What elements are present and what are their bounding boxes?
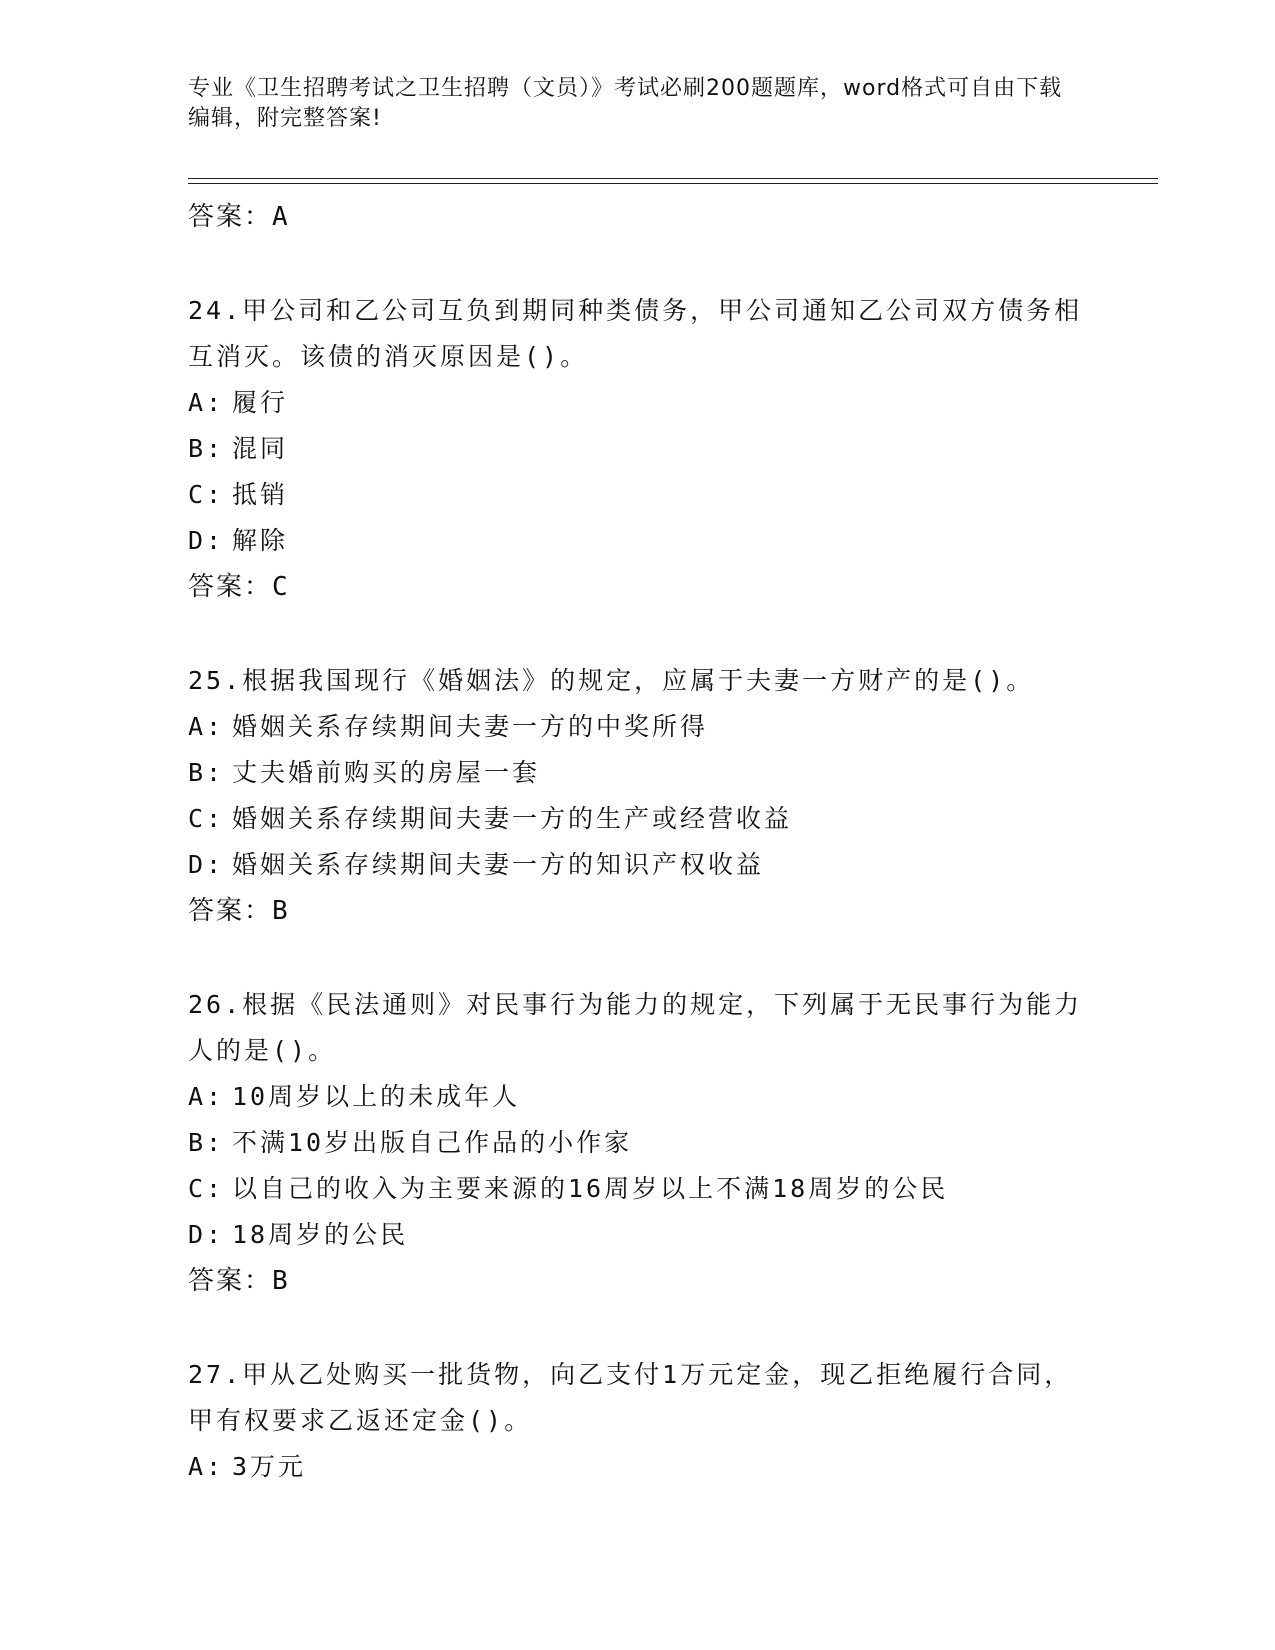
option-text: 抵销 bbox=[232, 480, 289, 509]
answer-label: 答案： bbox=[188, 1266, 273, 1296]
option-letter: A: bbox=[188, 1452, 225, 1481]
question-stem bbox=[188, 1352, 1088, 1444]
answer-line bbox=[188, 888, 1088, 934]
option-item bbox=[188, 1166, 1088, 1212]
option-item bbox=[188, 1074, 1088, 1120]
option-item bbox=[188, 426, 1088, 472]
option-item bbox=[188, 380, 1088, 426]
question-list bbox=[188, 194, 1088, 1490]
question-number: 24. bbox=[188, 296, 243, 325]
question-number: 25. bbox=[188, 666, 243, 695]
question-text: 根据我国现行《婚姻法》的规定，应属于夫妻一方财产的是()。 bbox=[242, 666, 1035, 695]
option-item bbox=[188, 1212, 1088, 1258]
answer-label: 答案： bbox=[188, 572, 273, 602]
option-letter: A: bbox=[188, 1082, 225, 1111]
option-item bbox=[188, 1120, 1088, 1166]
answer-line bbox=[188, 1258, 1088, 1304]
answer-value: A bbox=[272, 202, 290, 232]
option-text: 婚姻关系存续期间夫妻一方的知识产权收益 bbox=[232, 850, 765, 879]
question-text: 甲从乙处购买一批货物，向乙支付1万元定金，现乙拒绝履行合同，甲有权要求乙返还定金()。 bbox=[188, 1360, 1073, 1435]
option-letter: C: bbox=[188, 1174, 225, 1203]
option-item bbox=[188, 750, 1088, 796]
option-letter: C: bbox=[188, 480, 225, 509]
option-letter: D: bbox=[188, 850, 225, 879]
option-letter: C: bbox=[188, 804, 225, 833]
header-divider-bottom bbox=[188, 183, 1158, 184]
option-letter: A: bbox=[188, 712, 225, 741]
question-stem bbox=[188, 982, 1088, 1074]
option-text: 18周岁的公民 bbox=[232, 1220, 409, 1249]
option-letter: B: bbox=[188, 758, 225, 787]
answer-value: B bbox=[272, 1266, 290, 1296]
question-text: 甲公司和乙公司互负到期同种类债务，甲公司通知乙公司双方债务相互消灭。该债的消灭原因是()。 bbox=[188, 296, 1083, 371]
option-text: 婚姻关系存续期间夫妻一方的生产或经营收益 bbox=[232, 804, 793, 833]
option-letter: D: bbox=[188, 526, 225, 555]
answer-line bbox=[188, 194, 1088, 240]
option-item bbox=[188, 842, 1088, 888]
option-text: 婚姻关系存续期间夫妻一方的中奖所得 bbox=[232, 712, 709, 741]
header-text: 专业《卫生招聘考试之卫生招聘（文员）》考试必刷200题题库，word格式可自由下载编辑，附完整答案! bbox=[188, 76, 1063, 131]
option-item bbox=[188, 704, 1088, 750]
option-text: 3万元 bbox=[232, 1452, 307, 1481]
option-letter: A: bbox=[188, 388, 225, 417]
document-header bbox=[188, 74, 1078, 134]
answer-value: B bbox=[272, 896, 290, 926]
option-letter: D: bbox=[188, 1220, 225, 1249]
option-item bbox=[188, 518, 1088, 564]
option-item bbox=[188, 472, 1088, 518]
answer-label: 答案： bbox=[188, 896, 273, 926]
option-text: 10周岁以上的未成年人 bbox=[232, 1082, 521, 1111]
option-letter: B: bbox=[188, 1128, 225, 1157]
option-text: 解除 bbox=[232, 526, 289, 555]
option-item bbox=[188, 796, 1088, 842]
answer-label: 答案： bbox=[188, 202, 273, 232]
question-stem bbox=[188, 288, 1088, 380]
option-text: 不满10岁出版自己作品的小作家 bbox=[232, 1128, 633, 1157]
header-divider-top bbox=[188, 178, 1158, 179]
option-item bbox=[188, 1444, 1088, 1490]
question-stem bbox=[188, 658, 1088, 704]
question-text: 根据《民法通则》对民事行为能力的规定，下列属于无民事行为能力人的是()。 bbox=[188, 990, 1083, 1065]
option-text: 以自己的收入为主要来源的16周岁以上不满18周岁的公民 bbox=[232, 1174, 949, 1203]
question-number: 26. bbox=[188, 990, 243, 1019]
option-letter: B: bbox=[188, 434, 225, 463]
answer-line bbox=[188, 564, 1088, 610]
option-text: 丈夫婚前购买的房屋一套 bbox=[232, 758, 541, 787]
option-text: 履行 bbox=[232, 388, 289, 417]
answer-value: C bbox=[272, 572, 290, 602]
option-text: 混同 bbox=[232, 434, 289, 463]
question-number: 27. bbox=[188, 1360, 243, 1389]
